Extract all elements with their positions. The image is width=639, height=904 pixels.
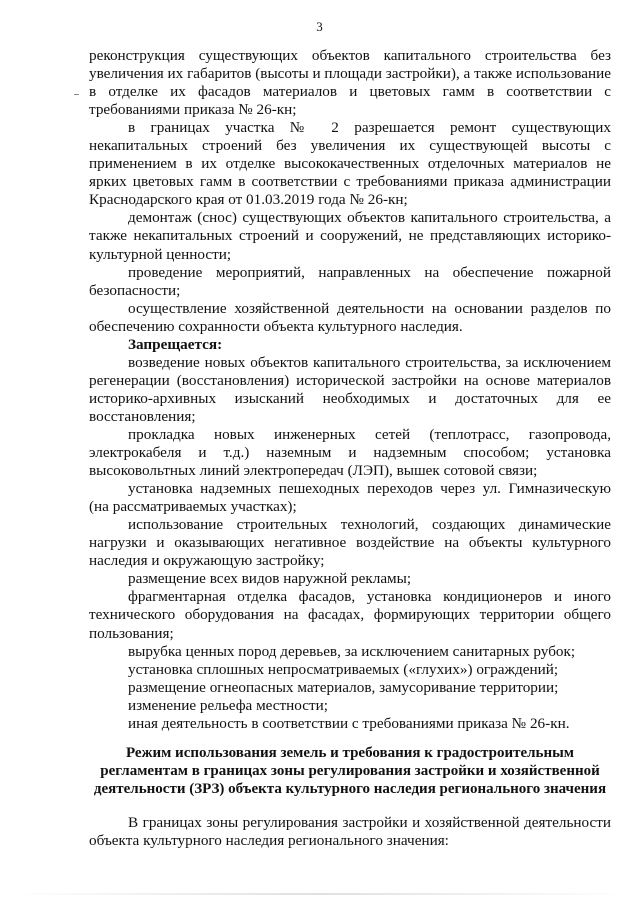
paragraph-plot-2-repair: в границах участка № 2 разрешается ремонт существующих некапитальных строений без увеличения их существующей высоты с применением в их отделке высококачественных отделочных материалов не ярких цветовых гамм в соответствии с требованиями приказа администрации Краснодарского края от 01.03.2019 года № 26-кн; bbox=[89, 119, 611, 209]
paragraph-other-activity: иная деятельность в соответствии с требованиями приказа № 26-кн. bbox=[128, 714, 570, 732]
paragraph-engineering-networks: прокладка новых инженерных сетей (теплотрасс, газопровода, электрокабеля и т.д.) наземным и надземным способом; установка высоковольтных линий электропередач (ЛЭП), вышек сотовой связи; bbox=[89, 425, 611, 480]
paragraph-advertising: размещение всех видов наружной рекламы; bbox=[128, 570, 412, 588]
paragraph-facade-finishing: фрагментарная отделка фасадов, установка кондиционеров и иного технического оборудования на фасадах, формирующих территории общего пользования; bbox=[89, 588, 611, 642]
paragraph-construction-technologies: использование строительных технологий, создающих динамические нагрузки и оказывающих негативное воздействие на объекты культурного наследия и окружающую застройку; bbox=[89, 516, 611, 570]
paragraph-tree-felling: вырубка ценных пород деревьев, за исключением санитарных рубок; bbox=[128, 642, 576, 660]
paragraph-demolition: демонтаж (снос) существующих объектов капитального строительства, а также некапитальных строений и сооружений, не представляющих историко-культурной ценности; bbox=[89, 209, 611, 263]
section-heading: Режим использования земель и требования к градостроительным регламентам в границах зоны регулирования застройки и хозяйственной деятельности (ЗРЗ) объекта культурного наследия регионального значения bbox=[93, 744, 607, 797]
document-body bbox=[89, 47, 611, 850]
section-intro: В границах зоны регулирования застройки и хозяйственной деятельности объекта культурного наследия регионального значения: bbox=[89, 813, 611, 849]
paragraph-pedestrian-crossings: установка надземных пешеходных переходов через ул. Гимназическую (на рассматриваемых участках); bbox=[89, 480, 611, 516]
prohibited-label: Запрещается: bbox=[128, 335, 223, 353]
paragraph-relief-change: изменение рельефа местности; bbox=[128, 696, 329, 714]
paragraph-fences: установка сплошных непросматриваемых («глухих») ограждений; bbox=[128, 660, 559, 678]
paragraph-new-construction: возведение новых объектов капитального строительства, за исключением регенерации (восстановления) исторической застройки на основе материалов историко-архивных изысканий необходимых и достаточных для ее восстановления; bbox=[89, 353, 611, 425]
page-number: 3 bbox=[316, 19, 323, 34]
paragraph-fire-safety: проведение мероприятий, направленных на обеспечение пожарной безопасности; bbox=[89, 263, 611, 299]
scan-bottom-edge bbox=[10, 893, 630, 895]
paragraph-reconstruction: реконструкция существующих объектов капитального строительства без увеличения их габаритов (высоты и площади застройки), а также использование в отделке их фасадов материалов и цветовых гамм в соответствии с требованиями приказа № 26-кн; bbox=[89, 47, 611, 119]
paragraph-economic-activity: осуществление хозяйственной деятельности на основании разделов по обеспечению сохранности объекта культурного наследия. bbox=[89, 299, 611, 335]
scan-artifact-mark bbox=[74, 94, 79, 95]
paragraph-flammable-materials: размещение огнеопасных материалов, замусоривание территории; bbox=[128, 678, 559, 696]
